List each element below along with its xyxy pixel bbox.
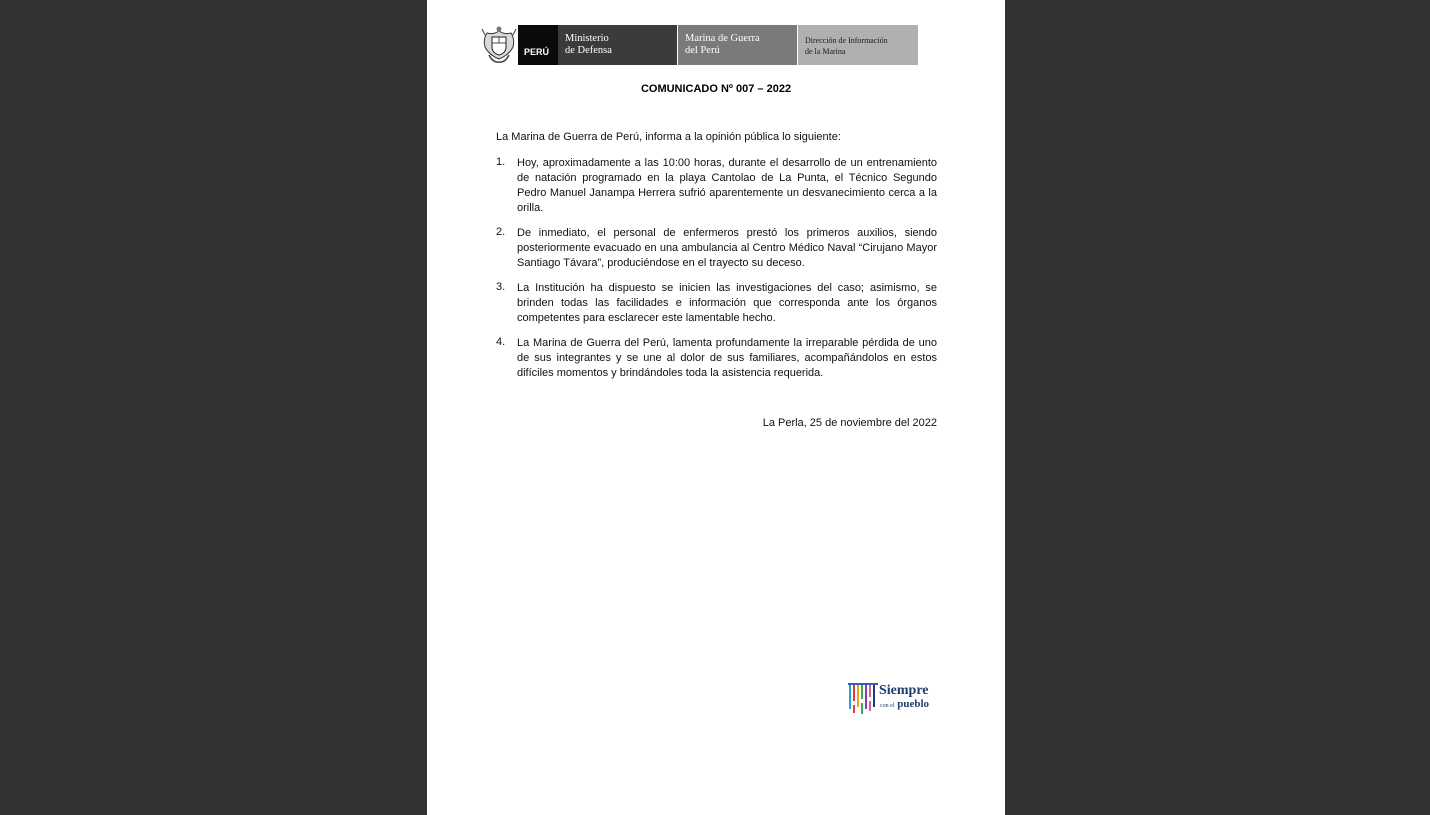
ministry-line-2: de Defensa: [565, 45, 612, 56]
navy-line-2: del Perú: [685, 45, 720, 56]
logo-text-line-2: [880, 698, 929, 710]
list-item-number: 1.: [496, 156, 506, 168]
document-title: COMUNICADO Nº 007 – 2022: [640, 83, 792, 95]
document-page: [427, 0, 1005, 815]
logo-text-word: pueblo: [897, 698, 930, 710]
logo-text-line-1: Siempre: [879, 683, 929, 698]
list-item: [496, 336, 937, 381]
list-item: [496, 281, 937, 326]
list-item-number: 4.: [496, 336, 506, 348]
ministry-block: [558, 25, 677, 65]
direction-block: [798, 25, 918, 65]
list-item: [496, 226, 937, 271]
navy-block: [678, 25, 797, 65]
list-item-text: La Institución ha dispuesto se inicien las investigaciones del caso; asimismo, se brinden todas las facilidades e información que corresponda ante los órganos competentes para esclarecer este lamentable hecho.: [517, 282, 937, 324]
logo-bars-icon: [847, 681, 879, 715]
ministry-line-1: Ministerio: [565, 33, 609, 44]
list-item-text: De inmediato, el personal de enfermeros prestó los primeros auxilios, siendo posteriormente evacuado en una ambulancia al Centro Médico Naval “Cirujano Mayor Santiago Távara”, produciéndose en el trayecto su deceso.: [517, 227, 937, 269]
intro-paragraph: La Marina de Guerra de Perú, informa a la opinión pública lo siguiente:: [496, 131, 841, 143]
dateline: La Perla, 25 de noviembre del 2022: [762, 417, 937, 429]
list-item: [496, 156, 937, 216]
country-block: [518, 25, 558, 65]
list-item-text: Hoy, aproximadamente a las 10:00 horas, durante el desarrollo de un entrenamiento de natación programado en la playa Cantolao de La Punta, el Técnico Segundo Pedro Manuel Janampa Herrera sufrió aparentemente un desvanecimiento cerca a la orilla.: [517, 157, 937, 214]
navy-line-1: Marina de Guerra: [685, 33, 760, 44]
direction-line-1: Dirección de Información: [805, 36, 888, 45]
siempre-con-el-pueblo-logo: [847, 681, 937, 715]
coat-of-arms-icon: [481, 25, 517, 65]
numbered-list: [496, 156, 937, 391]
logo-text-small: con el: [880, 703, 895, 709]
list-item-text: La Marina de Guerra del Perú, lamenta profundamente la irreparable pérdida de uno de sus integrantes y se une al dolor de sus familiares, acompañándolos en estos difíciles momentos y brindándoles toda la asistencia requerida.: [517, 337, 937, 379]
list-item-number: 2.: [496, 226, 506, 238]
country-label: PERÚ: [524, 47, 550, 57]
list-item-number: 3.: [496, 281, 506, 293]
direction-line-2: de la Marina: [805, 47, 846, 56]
